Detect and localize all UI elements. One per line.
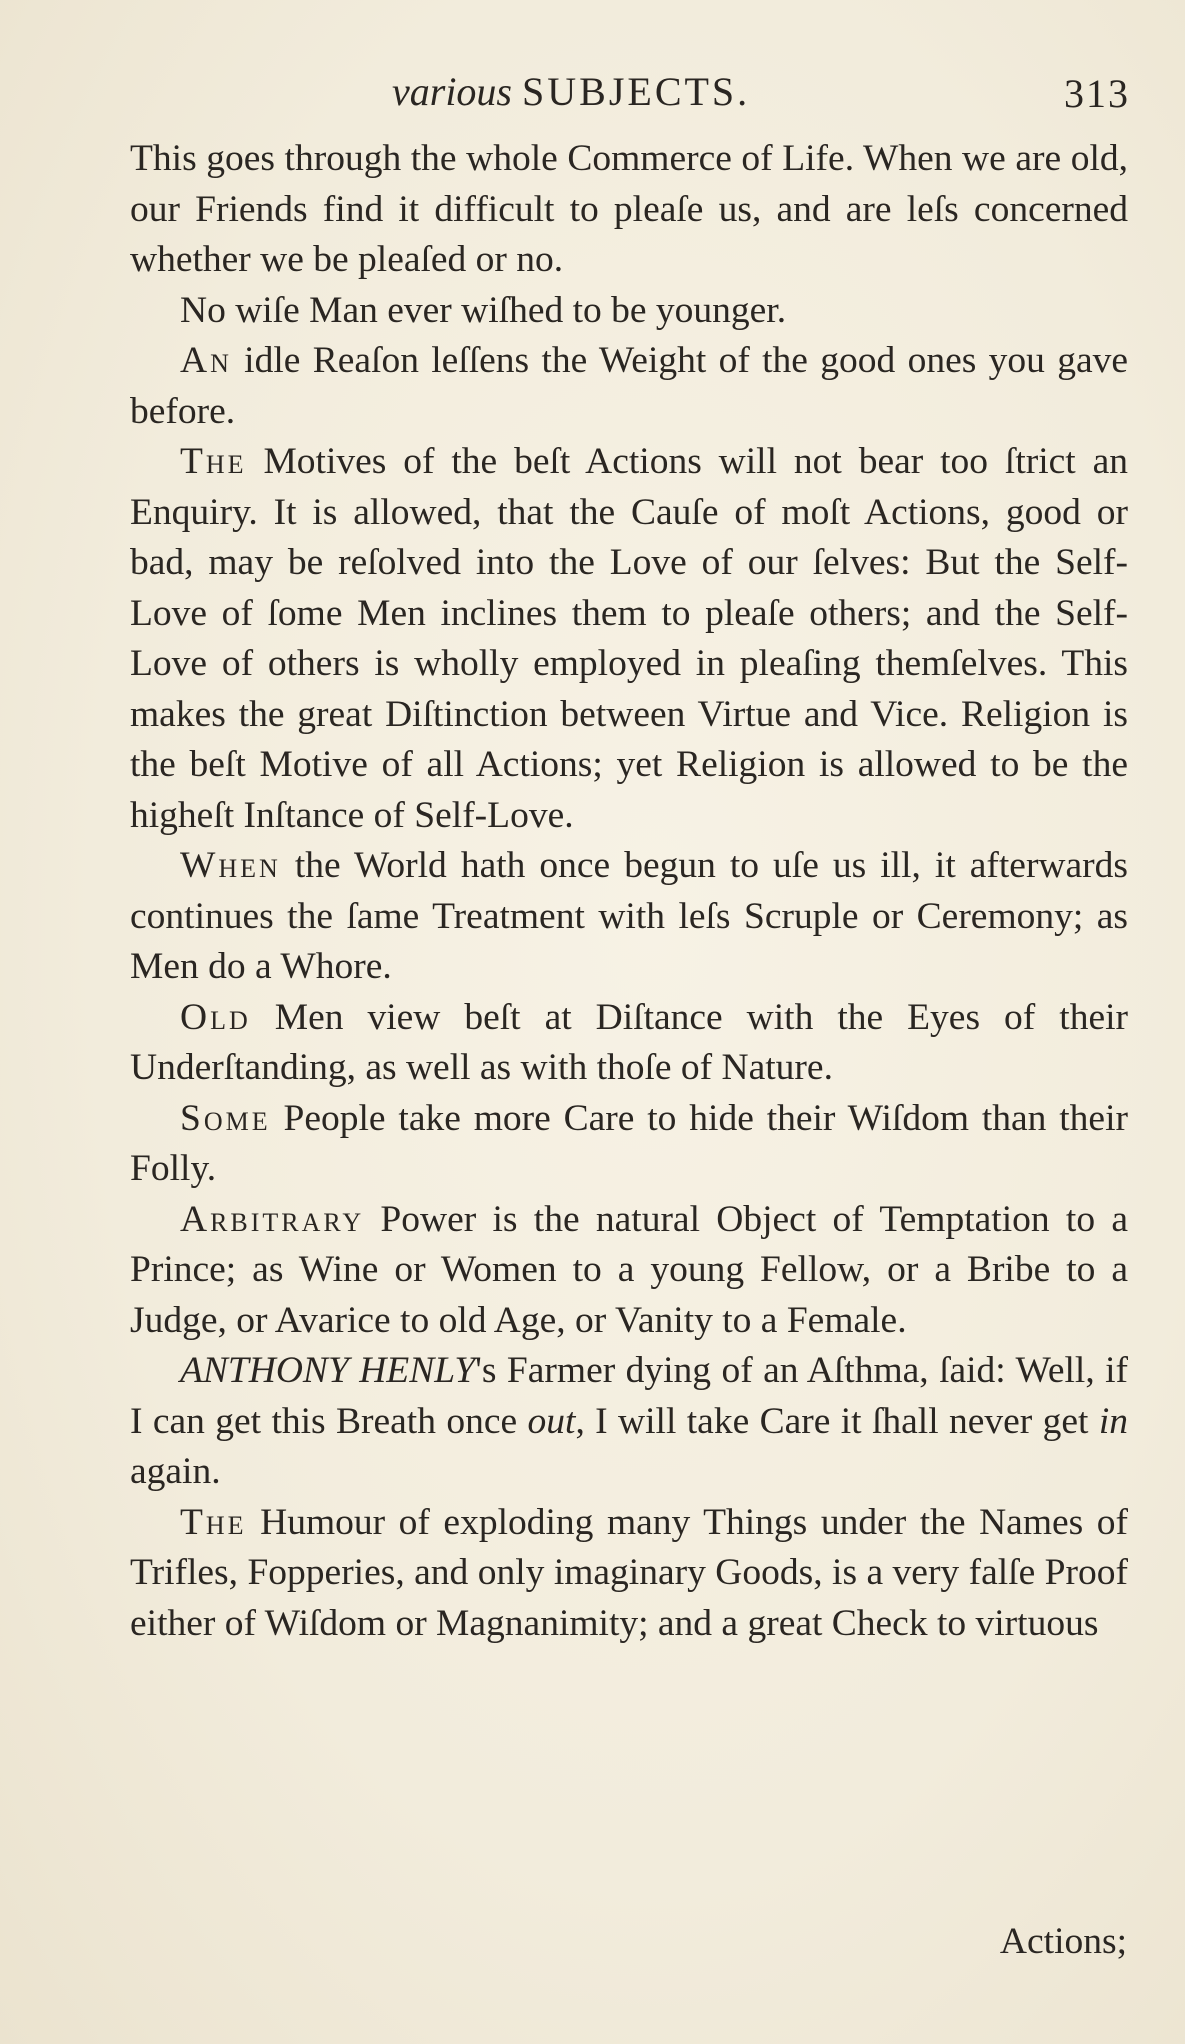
paragraph-text: idle Reaſon leſſens the Weight of the good ones you gave before. (130, 340, 1128, 432)
paragraph (130, 437, 1128, 841)
paragraph-text: This goes through the whole Commerce of Life. When we are old, our Friends find it difficult to pleaſe us, and are leſs concerned whether we be pleaſed or no. (130, 138, 1128, 280)
paragraph (130, 841, 1128, 993)
paragraph-emphasis: out (527, 1400, 576, 1442)
paragraph-lead: ANTHONY HENLY (180, 1350, 476, 1391)
paragraph (130, 134, 1128, 286)
paragraph-text: again. (130, 1451, 221, 1492)
paragraph-lead: The (180, 441, 247, 482)
paragraph (130, 286, 1128, 337)
paragraph-text: No wiſe Man ever wiſhed to be younger. (180, 289, 787, 331)
paragraph-lead: Old (180, 996, 251, 1038)
paragraph (130, 1498, 1128, 1650)
paragraph (130, 993, 1128, 1094)
page-header (130, 68, 1130, 128)
paragraph-text: Humour of exploding many Things under the Names of Trifles, Fopperies, and only imaginary Goods, is a very falſe Proof either of Wiſdom or Magnanimity; and a great Check to virtuous (130, 1501, 1128, 1644)
paragraph-text: Power is the natural Object of Temptation to a Prince; as Wine or Women to a young Fellow, or a Bribe to a Judge, or Avarice to old Age, or Vanity to a Female. (130, 1198, 1128, 1341)
catchword: Actions; (999, 1921, 1127, 1962)
paragraph (130, 1094, 1128, 1195)
running-title-caps: SUBJECTS. (522, 69, 751, 114)
paragraph-lead: Arbitrary (180, 1198, 365, 1240)
running-title-italic: various (392, 69, 512, 114)
paragraph-text: Men view beſt at Diſtance with the Eyes of their Underſtanding, as well as with thoſe of Nature. (130, 996, 1128, 1088)
paragraph (130, 1346, 1128, 1498)
paragraph (130, 336, 1128, 437)
paragraph-text: the World hath once begun to uſe us ill, it afterwards continues the ſame Treatment with leſs Scruple or Ceremony; as Men do a Whore. (130, 845, 1128, 987)
paragraph-emphasis: in (1098, 1400, 1128, 1442)
running-title (392, 68, 750, 115)
page-number: 313 (1064, 71, 1130, 116)
paragraph-lead: When (180, 845, 281, 886)
paragraph-lead: An (180, 340, 232, 381)
paragraph-lead: The (180, 1501, 247, 1543)
paragraph-text: People take more Care to hide their Wiſdom than their Folly. (130, 1097, 1128, 1189)
body-text (130, 134, 1128, 1649)
paragraph-lead: Some (180, 1097, 271, 1139)
paragraph-text: 's Farmer dying of an Aſthma, ſaid: Well, if I can get this Breath once (130, 1350, 1128, 1442)
paragraph (130, 1195, 1128, 1347)
paragraph-text: , I will take Care it ſhall never get (575, 1400, 1099, 1442)
paragraph-text: Motives of the beſt Actions will not bear too ſtrict an Enquiry. It is allowed, that the Cauſe of moſt Actions, good or bad, may be reſolved into the Love of our ſelves: But the Self-Love of ſome Men inclines them to pleaſe others; and the Self-Love of others is wholly employed in pleaſing themſelves. This makes the great Diſtinction between Virtue and Vice. Religion is the beſt Motive of all Actions; yet Religion is allowed to be the higheſt Inſtance of Self-Love. (130, 441, 1128, 836)
